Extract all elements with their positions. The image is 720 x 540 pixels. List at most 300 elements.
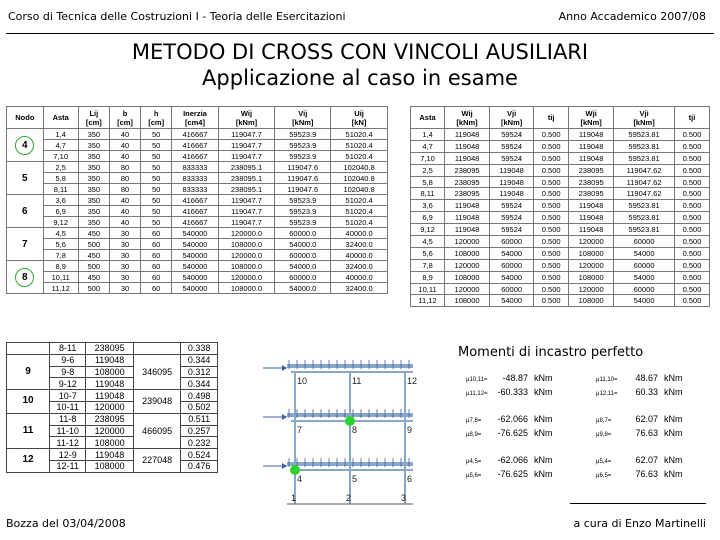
- factor-cell: 0.498: [181, 390, 218, 402]
- moment-row: [596, 455, 688, 465]
- factor-cell: 0.344: [181, 354, 218, 366]
- column-header-label: Vji: [639, 108, 649, 118]
- column-header-unit: [kNm]: [456, 117, 478, 127]
- table-cell: 0.500: [534, 188, 569, 200]
- column-header: [43, 107, 78, 129]
- moment-label: μ7,8=: [466, 418, 482, 424]
- table-cell: 120000: [569, 259, 614, 271]
- column-header: [218, 107, 275, 129]
- node-label: 10: [297, 376, 308, 386]
- table-cell: 59524: [490, 212, 534, 224]
- column-header-label: Wji: [585, 108, 597, 118]
- table-cell: 119048: [490, 176, 534, 188]
- table-cell: 5,8: [43, 173, 78, 184]
- table-cell: 119048: [490, 164, 534, 176]
- table-cell: 59524: [490, 200, 534, 212]
- table-cell: 60000.0: [275, 250, 331, 261]
- node-cell: [7, 261, 44, 294]
- node-cell: [7, 343, 50, 355]
- table-row: [7, 228, 388, 239]
- table-cell: 119047.62: [614, 176, 675, 188]
- table-cell: 0.500: [534, 164, 569, 176]
- table-row: [7, 129, 388, 140]
- column-header-label: Asta: [52, 113, 69, 122]
- stiffness-cell: 119048: [86, 378, 133, 390]
- table-cell: 833333: [172, 184, 218, 195]
- table-cell: 59523.81: [614, 212, 675, 224]
- table-cell: 119047.7: [218, 195, 275, 206]
- table-cell: 9,12: [411, 224, 445, 236]
- moment-row: [596, 414, 688, 424]
- moment-unit: kNm: [664, 414, 683, 424]
- table-cell: 102040.8: [331, 162, 388, 173]
- column-header: [569, 107, 614, 129]
- member-cell: 11-8: [50, 413, 86, 425]
- table-cell: 40: [109, 206, 140, 217]
- moment-value: -76.625: [497, 469, 528, 479]
- table-cell: 30: [109, 239, 140, 250]
- table-cell: 238095: [445, 176, 490, 188]
- table-cell: 102040.8: [331, 184, 388, 195]
- table-cell: 108000.0: [218, 239, 275, 250]
- table-cell: 238095: [569, 188, 614, 200]
- table-cell: 60: [141, 250, 172, 261]
- table-cell: 5,8: [411, 176, 445, 188]
- table-cell: 60000: [614, 283, 675, 295]
- node-label: 7: [297, 425, 303, 435]
- table-row: [7, 261, 388, 272]
- table-cell: 120000.0: [218, 228, 275, 239]
- table-cell: 59523.81: [614, 140, 675, 152]
- frame-diagram: [255, 352, 435, 517]
- table-cell: 0.500: [534, 271, 569, 283]
- table-cell: 8,9: [411, 271, 445, 283]
- column-header: [331, 107, 388, 129]
- table-cell: 0.500: [534, 140, 569, 152]
- table-cell: 50: [141, 195, 172, 206]
- moment-unit: kNm: [534, 414, 553, 424]
- moment-row: [466, 469, 558, 479]
- table-cell: 0.500: [675, 188, 710, 200]
- page-title: METODO DI CROSS CON VINCOLI AUSILIARI: [131, 40, 589, 64]
- table-cell: 4,7: [43, 140, 78, 151]
- table-cell: 0.500: [675, 164, 710, 176]
- moments-title: Momenti di incastro perfetto: [458, 345, 644, 360]
- table-row: [7, 343, 218, 355]
- table-row: [411, 271, 710, 283]
- table-cell: 5,6: [411, 247, 445, 259]
- column-header-unit: [kNm]: [292, 117, 314, 127]
- lateral-load-arrowhead: [282, 414, 287, 420]
- header-year: Anno Accademico 2007/08: [558, 10, 706, 23]
- moment-unit: kNm: [534, 387, 553, 397]
- stiffness-cell: 108000: [86, 366, 133, 378]
- table-cell: 108000: [445, 271, 490, 283]
- table-cell: 119048: [445, 212, 490, 224]
- table-row: [411, 152, 710, 164]
- table-cell: 54000.0: [275, 239, 331, 250]
- column-header: [675, 107, 710, 129]
- stiffness-table: [410, 106, 710, 307]
- stiffness-cell: 238095: [86, 343, 133, 355]
- table-cell: 540000: [172, 228, 218, 239]
- node-label: 8: [352, 425, 358, 435]
- table-cell: 59523.9: [275, 217, 331, 228]
- table-cell: 119048: [490, 188, 534, 200]
- table-cell: 119047.7: [218, 206, 275, 217]
- column-header: [109, 107, 140, 129]
- table-cell: 416667: [172, 129, 218, 140]
- table-row: [7, 195, 388, 206]
- footer-rule: [570, 503, 706, 504]
- column-header-unit: [kNm]: [500, 117, 523, 127]
- lateral-load-arrowhead: [282, 463, 287, 469]
- node-label: 4: [297, 474, 303, 484]
- table-cell: 119047.6: [275, 162, 331, 173]
- table-cell: 51020.4: [331, 140, 388, 151]
- table-row: [411, 176, 710, 188]
- table-cell: 80: [109, 184, 140, 195]
- table-cell: 8,11: [411, 188, 445, 200]
- table-cell: 2,5: [411, 164, 445, 176]
- column-header-label: h: [153, 108, 159, 118]
- table-cell: 30: [109, 261, 140, 272]
- table-cell: 30: [109, 250, 140, 261]
- table-cell: 59523.9: [275, 129, 331, 140]
- column-header-unit: [cm]: [85, 117, 102, 127]
- moment-label: μ5,6=: [466, 473, 482, 479]
- sum-cell: 227048: [133, 449, 180, 473]
- table-cell: 59523.9: [275, 140, 331, 151]
- table-cell: 238095.1: [218, 184, 275, 195]
- moment-label: μ8,7=: [596, 418, 612, 424]
- node-cell: [7, 129, 44, 162]
- table-row: [7, 390, 218, 402]
- table-row: [7, 206, 388, 217]
- table-cell: 350: [78, 140, 109, 151]
- table-cell: 119048: [569, 140, 614, 152]
- table-cell: 0.500: [675, 283, 710, 295]
- member-cell: 12-11: [50, 460, 86, 472]
- stiffness-cell: 120000: [86, 401, 133, 413]
- column-header-unit: [cm4]: [184, 117, 205, 127]
- table-cell: 416667: [172, 217, 218, 228]
- header-rule: [6, 33, 714, 34]
- table-cell: 60000: [614, 259, 675, 271]
- member-cell: 10-7: [50, 390, 86, 402]
- table-cell: 119048: [569, 212, 614, 224]
- table-cell: 50: [141, 173, 172, 184]
- table-cell: 0.500: [534, 176, 569, 188]
- column-header-unit: [cm]: [117, 117, 133, 127]
- table-cell: 60000: [614, 236, 675, 248]
- table-row: [411, 283, 710, 295]
- table-cell: 238095: [445, 164, 490, 176]
- factor-cell: 0.476: [181, 460, 218, 472]
- table-cell: 9,12: [43, 217, 78, 228]
- table-cell: 40000.0: [331, 272, 388, 283]
- moment-row: [466, 455, 558, 465]
- moment-value: -62.066: [497, 455, 528, 465]
- table-cell: 51020.4: [331, 195, 388, 206]
- table-cell: 0.500: [534, 259, 569, 271]
- table-cell: 120000: [569, 283, 614, 295]
- table-cell: 119048: [445, 200, 490, 212]
- table-cell: 0.500: [534, 247, 569, 259]
- table-cell: 416667: [172, 151, 218, 162]
- table-cell: 108000: [569, 247, 614, 259]
- node-number: 5: [22, 172, 28, 184]
- table-cell: 833333: [172, 162, 218, 173]
- sum-cell: 466095: [133, 413, 180, 448]
- moment-unit: kNm: [664, 469, 683, 479]
- stiffness-cell: 119048: [86, 354, 133, 366]
- column-header: [411, 107, 445, 129]
- table-cell: 0.500: [534, 236, 569, 248]
- moment-unit: kNm: [664, 455, 683, 465]
- table-row: [7, 354, 218, 366]
- table-cell: 80: [109, 173, 140, 184]
- table-cell: 119047.7: [218, 129, 275, 140]
- column-header: [7, 107, 44, 129]
- table-cell: 0.500: [675, 140, 710, 152]
- table-cell: 40: [109, 195, 140, 206]
- table-cell: 8,9: [43, 261, 78, 272]
- moment-value: 48.67: [635, 373, 658, 383]
- moment-label: μ10,11=: [466, 377, 488, 383]
- table-cell: 0.500: [675, 152, 710, 164]
- table-cell: 0.500: [675, 236, 710, 248]
- table-cell: 60000: [490, 259, 534, 271]
- table-cell: 50: [141, 184, 172, 195]
- table-cell: 59524: [490, 129, 534, 141]
- table-cell: 119047.62: [614, 164, 675, 176]
- table-row: [411, 259, 710, 271]
- column-header: [445, 107, 490, 129]
- member-cell: 12-9: [50, 449, 86, 461]
- table-cell: 540000: [172, 283, 218, 294]
- stiffness-cell: 120000: [86, 425, 133, 437]
- table-row: [411, 236, 710, 248]
- table-cell: 108000: [569, 295, 614, 307]
- table-cell: 108000: [445, 295, 490, 307]
- table-cell: 40: [109, 151, 140, 162]
- stiffness-cell: 119048: [86, 390, 133, 402]
- table-cell: 0.500: [534, 295, 569, 307]
- node-cell: 10: [7, 390, 50, 414]
- table-cell: 450: [78, 228, 109, 239]
- table-cell: 108000.0: [218, 283, 275, 294]
- table-cell: 833333: [172, 173, 218, 184]
- table-cell: 238095: [569, 176, 614, 188]
- moment-label: μ11,12=: [466, 391, 488, 397]
- node-label: 11: [352, 376, 362, 386]
- column-header-unit: [kNm]: [580, 117, 602, 127]
- column-header-unit: [kNm]: [235, 117, 258, 127]
- node-label: 9: [407, 425, 413, 435]
- member-cell: 8-11: [50, 343, 86, 355]
- table-row: [7, 162, 388, 173]
- table-cell: 54000: [614, 271, 675, 283]
- table-cell: 540000: [172, 261, 218, 272]
- table-cell: 350: [78, 206, 109, 217]
- factor-cell: 0.257: [181, 425, 218, 437]
- table-cell: 59524: [490, 224, 534, 236]
- table-cell: 1,4: [411, 129, 445, 141]
- table-cell: 350: [78, 217, 109, 228]
- table-cell: 0.500: [675, 176, 710, 188]
- table-cell: 7,10: [411, 152, 445, 164]
- node-number: 7: [22, 238, 28, 250]
- table-cell: 32400.0: [331, 261, 388, 272]
- table-cell: 40: [109, 140, 140, 151]
- table-header-row: [411, 107, 710, 129]
- moment-label: μ9,8=: [596, 432, 612, 438]
- table-cell: 30: [109, 272, 140, 283]
- table-cell: 59523.9: [275, 195, 331, 206]
- table-cell: 540000: [172, 239, 218, 250]
- table-cell: 60000.0: [275, 228, 331, 239]
- table-cell: 0.500: [534, 200, 569, 212]
- moment-label: μ11,10=: [596, 377, 618, 383]
- table-cell: 51020.4: [331, 217, 388, 228]
- table-cell: 119047.7: [218, 151, 275, 162]
- node-cell: [7, 162, 44, 195]
- table-cell: 238095.1: [218, 162, 275, 173]
- node-label: 2: [346, 493, 352, 503]
- column-header: [78, 107, 109, 129]
- table-cell: 50: [141, 217, 172, 228]
- table-cell: 119048: [445, 140, 490, 152]
- table-cell: 416667: [172, 140, 218, 151]
- moment-value: 62.07: [635, 414, 658, 424]
- table-cell: 108000.0: [218, 261, 275, 272]
- table-cell: 350: [78, 129, 109, 140]
- table-cell: 59524: [490, 152, 534, 164]
- column-header-label: Lij: [89, 108, 99, 118]
- stiffness-cell: 119048: [86, 449, 133, 461]
- distribution-table: [6, 342, 218, 473]
- table-cell: 40: [109, 129, 140, 140]
- table-cell: 119048: [569, 129, 614, 141]
- table-cell: 119048: [445, 152, 490, 164]
- table-row: [411, 129, 710, 141]
- table-cell: 0.500: [534, 152, 569, 164]
- table-cell: 540000: [172, 272, 218, 283]
- moment-label: μ6,5=: [596, 473, 612, 479]
- table-row: [411, 295, 710, 307]
- node-number: 8: [15, 268, 34, 287]
- table-cell: 0.500: [675, 224, 710, 236]
- factor-cell: 0.502: [181, 401, 218, 413]
- table-cell: 54000: [614, 247, 675, 259]
- table-cell: 120000: [569, 236, 614, 248]
- moment-value: 62.07: [635, 455, 658, 465]
- table-cell: 119048: [445, 129, 490, 141]
- sum-cell: [133, 343, 180, 355]
- moment-unit: kNm: [534, 469, 553, 479]
- beam-load-band: [287, 462, 413, 466]
- node-cell: 11: [7, 413, 50, 448]
- table-cell: 119047.7: [218, 217, 275, 228]
- table-cell: 60: [141, 239, 172, 250]
- table-cell: 40000.0: [331, 228, 388, 239]
- table-row: [7, 413, 218, 425]
- table-cell: 350: [78, 195, 109, 206]
- table-cell: 59523.81: [614, 224, 675, 236]
- member-cell: 9-8: [50, 366, 86, 378]
- table-cell: 54000: [490, 271, 534, 283]
- table-cell: 4,5: [43, 228, 78, 239]
- node-cell: 9: [7, 354, 50, 389]
- table-cell: 119048: [445, 224, 490, 236]
- table-cell: 6,9: [43, 206, 78, 217]
- lateral-load-arrowhead: [282, 365, 287, 371]
- table-row: [7, 449, 218, 461]
- node-label: 3: [401, 493, 407, 503]
- table-cell: 59523.81: [614, 129, 675, 141]
- column-header: [275, 107, 331, 129]
- table-cell: 120000.0: [218, 250, 275, 261]
- table-cell: 0.500: [675, 295, 710, 307]
- table-cell: 60: [141, 283, 172, 294]
- table-cell: 10,11: [411, 283, 445, 295]
- table-cell: 40000.0: [331, 250, 388, 261]
- member-cell: 9-12: [50, 378, 86, 390]
- table-cell: 0.500: [534, 212, 569, 224]
- table-cell: 0.500: [675, 200, 710, 212]
- moment-unit: kNm: [534, 455, 553, 465]
- table-cell: 50: [141, 162, 172, 173]
- table-cell: 51020.4: [331, 206, 388, 217]
- column-header-label: tij: [547, 113, 555, 122]
- table-cell: 500: [78, 239, 109, 250]
- table-row: [411, 212, 710, 224]
- table-cell: 4,7: [411, 140, 445, 152]
- moment-unit: kNm: [664, 373, 683, 383]
- moment-row: [596, 373, 688, 383]
- table-cell: 4,5: [411, 236, 445, 248]
- node-number: 6: [22, 205, 28, 217]
- factor-cell: 0.232: [181, 437, 218, 449]
- table-cell: 60000: [490, 283, 534, 295]
- factor-cell: 0.524: [181, 449, 218, 461]
- table-row: [411, 164, 710, 176]
- moment-row: [596, 469, 688, 479]
- page-subtitle: Applicazione al caso in esame: [202, 66, 518, 90]
- table-cell: 0.500: [534, 129, 569, 141]
- column-header-label: Vji: [507, 108, 517, 118]
- table-cell: 60: [141, 272, 172, 283]
- table-row: [411, 200, 710, 212]
- table-cell: 238095: [445, 188, 490, 200]
- moment-value: 76.63: [635, 428, 658, 438]
- moment-value: -48.87: [502, 373, 528, 383]
- table-cell: 60: [141, 261, 172, 272]
- table-cell: 60000.0: [275, 272, 331, 283]
- sum-cell: 346095: [133, 354, 180, 389]
- moment-row: [466, 387, 558, 397]
- table-row: [7, 173, 388, 184]
- table-cell: 60000: [490, 236, 534, 248]
- table-cell: 50: [141, 206, 172, 217]
- column-header-label: Uij: [354, 108, 364, 118]
- moment-unit: kNm: [664, 428, 683, 438]
- factor-cell: 0.511: [181, 413, 218, 425]
- footer-author: a cura di Enzo Martinelli: [573, 517, 706, 530]
- table-cell: 11,12: [43, 283, 78, 294]
- column-header-label: Asta: [419, 113, 436, 122]
